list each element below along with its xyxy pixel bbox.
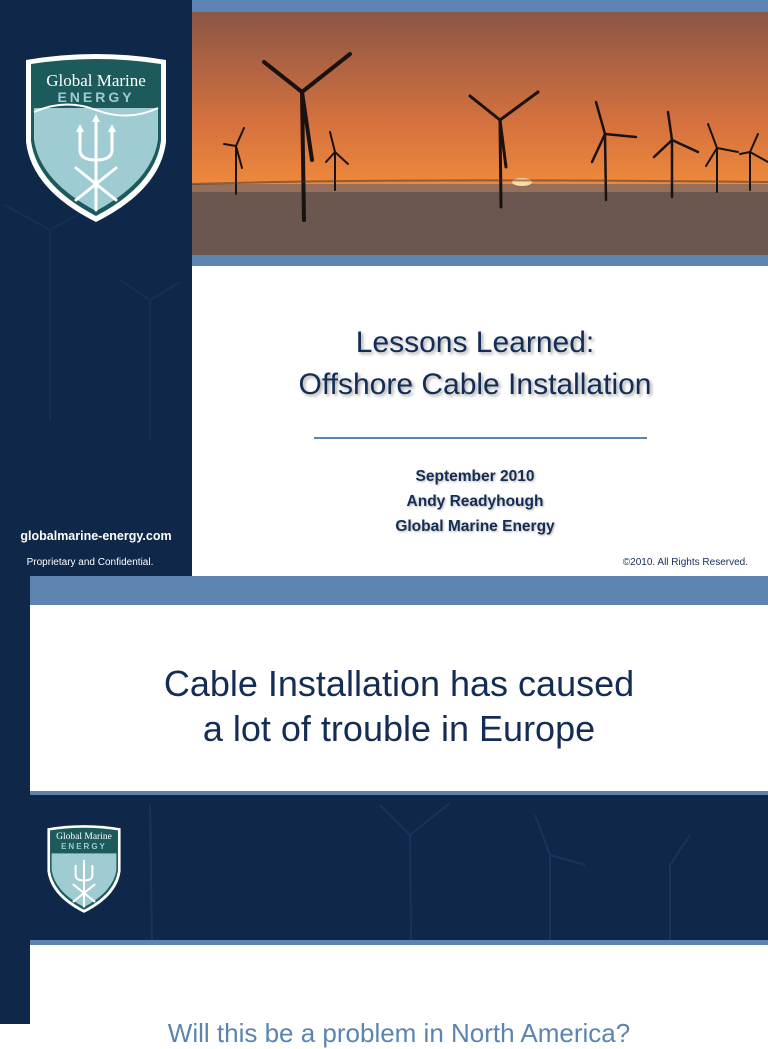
- top-accent-bar: [192, 0, 768, 12]
- title-line-1: Lessons Learned:: [355, 326, 595, 359]
- turbine-watermark: [30, 795, 768, 940]
- left-panel: [0, 0, 192, 576]
- heading-line-2: a lot of trouble in Europe: [202, 708, 596, 749]
- website-url[interactable]: globalmarine-energy.com: [20, 529, 172, 543]
- title-line-2: Offshore Cable Installation: [298, 368, 652, 401]
- presentation-date: September 2010: [415, 468, 535, 485]
- proprietary-note: Proprietary and Confidential.: [26, 557, 154, 568]
- wind-farm-sunset-photo: [192, 12, 768, 255]
- presentation-title: [192, 322, 758, 406]
- logo-subword: ENERGY: [57, 89, 135, 105]
- photo-bottom-bar: [192, 255, 768, 266]
- logo-subword: ENERGY: [61, 842, 107, 851]
- slide-heading: [30, 661, 768, 751]
- logo-wordmark: Global Marine: [46, 71, 146, 90]
- slide-top-bar: [30, 576, 768, 605]
- logo-wordmark: Global Marine: [56, 832, 112, 842]
- next-content-panel: [30, 945, 768, 1024]
- title-divider: [314, 437, 647, 439]
- heading-line-1: Cable Installation has caused: [163, 663, 635, 704]
- copyright-notice: ©2010. All Rights Reserved.: [622, 557, 748, 568]
- presentation-meta: [192, 464, 758, 539]
- content-slide: [0, 576, 768, 1048]
- logo-band: [30, 795, 768, 940]
- presenter-name: Andy Readyhough: [406, 493, 544, 510]
- cut-off-heading: Will this be a problem in North America?: [167, 1018, 631, 1048]
- company-name: Global Marine Energy: [395, 518, 555, 535]
